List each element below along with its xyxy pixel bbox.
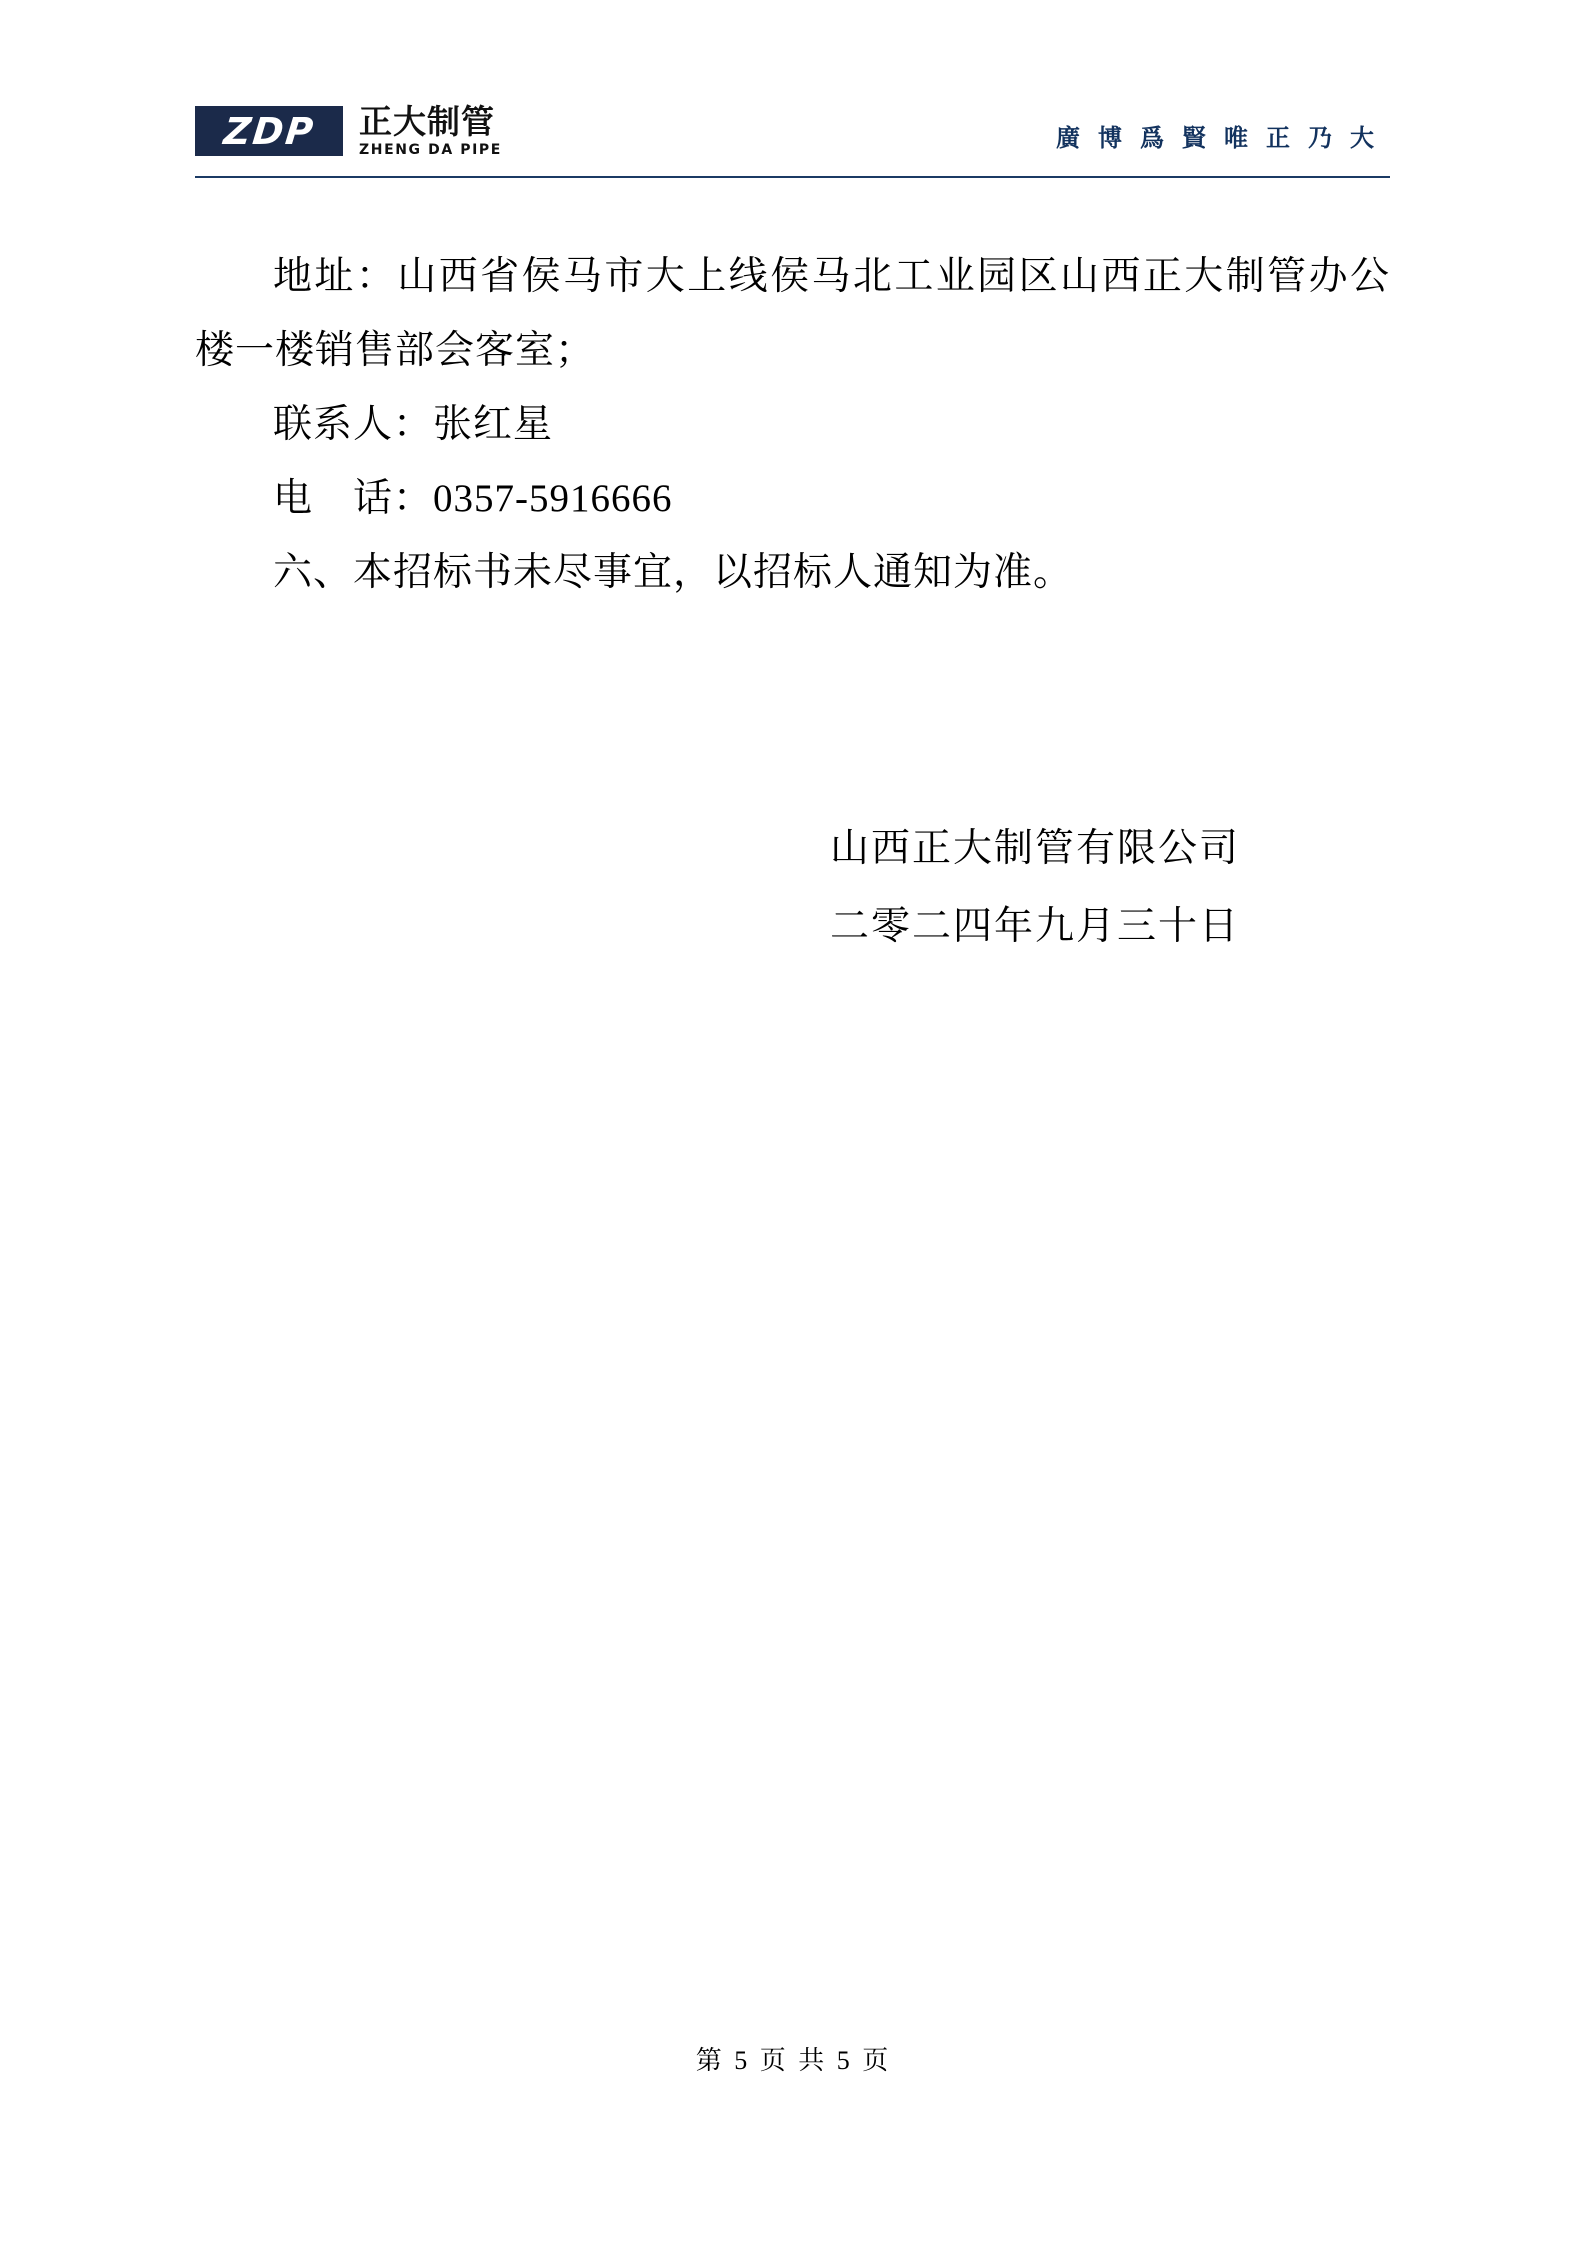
clause-six-paragraph: 六、本招标书未尽事宜，以招标人通知为准。 — [273, 551, 1074, 594]
logo-english-name: ZHENG DA PIPE — [359, 142, 502, 158]
logo-mark-text: ZDP — [221, 109, 317, 153]
address-paragraph: 地址：山西省侯马市大上线侯马北工业园区山西正大制管办公楼一楼销售部会客室； — [195, 255, 1390, 372]
company-logo — [195, 100, 502, 162]
document-body — [195, 240, 1390, 610]
signature-date: 二零二四年九月三十日 — [830, 905, 1241, 948]
page-header — [195, 100, 1390, 178]
logo-wordmark — [359, 102, 502, 158]
signature-company: 山西正大制管有限公司 — [830, 827, 1241, 870]
header-slogan: 廣 博 爲 賢 唯 正 乃 大 — [1056, 126, 1380, 152]
contact-paragraph: 联系人：张红星 — [273, 403, 554, 446]
logo-chinese-name: 正大制管 — [359, 102, 495, 141]
page-number: 第 5 页 共 5 页 — [695, 2046, 892, 2075]
signature-block — [830, 810, 1350, 966]
header-divider — [195, 176, 1390, 178]
page-footer — [0, 2040, 1587, 2077]
phone-paragraph: 电 话：0357-5916666 — [273, 477, 673, 520]
zdp-logo-icon — [195, 106, 343, 156]
